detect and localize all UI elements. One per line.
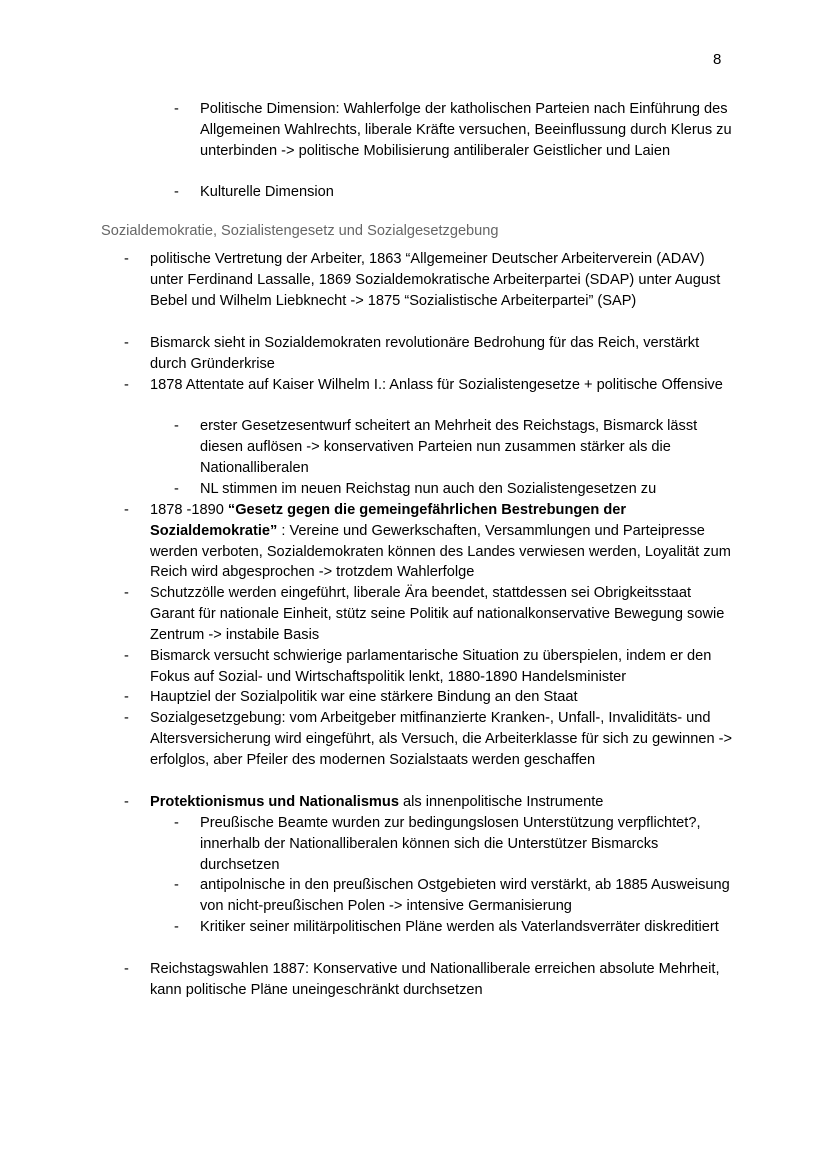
bullet-dash: - — [124, 502, 129, 518]
bullet-dash: - — [124, 689, 129, 705]
list-item: politische Vertretung der Arbeiter, 1863 “Allgemeiner Deutscher Arbeiterverein (ADAV) unter Ferdinand Lassalle, 1869 Sozialdemokratische Arbeiterpartei (SDAP) unter August Bebel und Wilhelm Liebknecht -> 1875 “Sozialistische Arbeiterpartei” (SAP) — [150, 251, 721, 309]
list-item-text: als innenpolitische Instrumente — [398, 794, 604, 810]
list-item: Bismarck versucht schwierige parlamentarische Situation zu überspielen, indem er den Fokus auf Sozial- und Wirtschaftspolitik lenkt, 1880-1890 Handelsminister — [150, 648, 712, 685]
list-item: Kritiker seiner militärpolitischen Pläne werden als Vaterlandsverräter diskreditiert — [200, 919, 719, 935]
bullet-dash: - — [174, 877, 179, 893]
bullet-dash: - — [174, 481, 179, 497]
list-item: Schutzzölle werden eingeführt, liberale Ära beendet, stattdessen sei Obrigkeitsstaat Garant für nationale Einheit, stütz seine Politik auf nationalkonservative Bewegung sowie Zentrum -> instabile Basis — [150, 585, 725, 643]
bullet-dash: - — [174, 815, 179, 831]
list-item-year: 1878 -1890 — [150, 502, 228, 518]
bullet-dash: - — [124, 251, 129, 267]
bullet-dash: - — [174, 418, 179, 434]
list-item: Sozialgesetzgebung: vom Arbeitgeber mitfinanzierte Kranken-, Unfall-, Invaliditäts- und Altersversicherung wird eingeführt, als Versuch, die Arbeiterklasse für sich zu gewinnen -> erfolglos, aber Pfeiler des modernen Sozialstaats werden geschaffen — [150, 710, 733, 768]
bullet-dash: - — [124, 377, 129, 393]
bullet-dash: - — [124, 794, 129, 810]
list-item: antipolnische in den preußischen Ostgebieten wird verstärkt, ab 1885 Ausweisung von nicht-preußischen Polen -> intensive Germanisierung — [200, 877, 730, 914]
bullet-dash: - — [174, 101, 179, 117]
bullet-dash: - — [174, 184, 179, 200]
list-item: Kulturelle Dimension — [200, 184, 334, 200]
list-item-bold: Protektionismus und Nationalismus — [150, 794, 399, 810]
list-item: Politische Dimension: Wahlerfolge der katholischen Parteien nach Einführung des Allgemeinen Wahlrechts, liberale Kräfte versuchen, Beeinflussung durch Klerus zu unterbinden -> politische Mobilisierung antiliberaler Geistlicher und Laien — [200, 101, 732, 159]
section-heading: Sozialdemokratie, Sozialistengesetz und Sozialgesetzgebung — [101, 223, 499, 239]
list-item: NL stimmen im neuen Reichstag nun auch den Sozialistengesetzen zu — [200, 481, 657, 497]
bullet-dash: - — [124, 961, 129, 977]
list-item: 1878 Attentate auf Kaiser Wilhelm I.: Anlass für Sozialistengesetze + politische Offensive — [150, 377, 723, 393]
bullet-dash: - — [124, 710, 129, 726]
list-item: Preußische Beamte wurden zur bedingungslosen Unterstützung verpflichtet?, innerhalb der Nationalliberalen können sich die Unterstützer Bismarcks durchsetzen — [200, 815, 701, 873]
bullet-dash: - — [174, 919, 179, 935]
list-item-text: : Vereine und Gewerkschaften, Versammlungen und Parteipresse werden verboten, Sozialdemokraten können des Landes verwiesen werden, Loyalität zum Reich wird abgesprochen -> trotzdem Wahlerfolge — [150, 522, 731, 581]
bullet-dash: - — [124, 335, 129, 351]
list-item: Bismarck sieht in Sozialdemokraten revolutionäre Bedrohung für das Reich, verstärkt durch Gründerkrise — [150, 335, 700, 372]
law-title: “Gesetz gegen die gemeingefährlichen Bestrebungen der Sozialdemokratie” — [150, 502, 627, 539]
list-item: erster Gesetzesentwurf scheitert an Mehrheit des Reichstags, Bismarck lässt diesen auflösen -> konservativen Parteien nun zusammen stärker als die Nationalliberalen — [200, 418, 698, 476]
list-item: Reichstagswahlen 1887: Konservative und Nationalliberale erreichen absolute Mehrheit, kann politische Pläne uneingeschränkt durchsetzen — [150, 961, 720, 998]
list-item — [150, 792, 734, 813]
list-item: Hauptziel der Sozialpolitik war eine stärkere Bindung an den Staat — [150, 689, 578, 705]
page-number: 8 — [713, 51, 722, 68]
bullet-dash: - — [124, 648, 129, 664]
list-item — [150, 500, 734, 583]
bullet-dash: - — [124, 585, 129, 601]
